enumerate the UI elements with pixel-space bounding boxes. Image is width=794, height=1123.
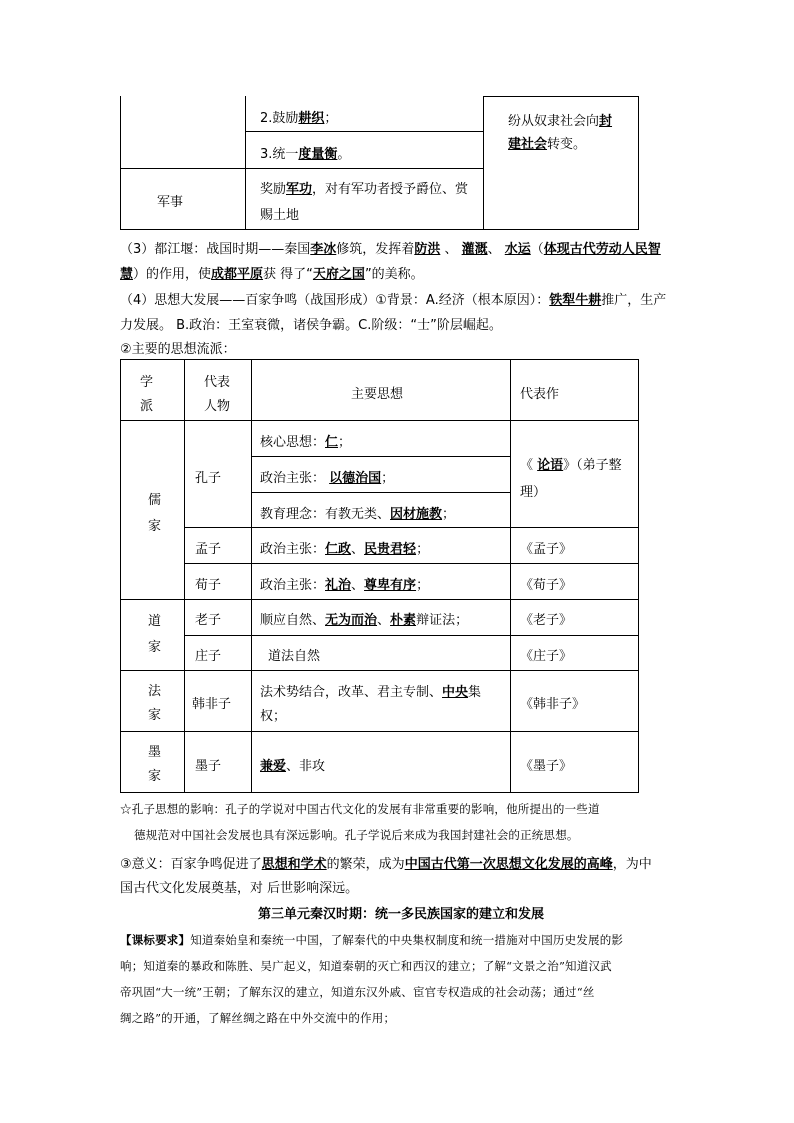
- curriculum-label: 【课标要求】: [120, 933, 191, 947]
- curriculum-line1: 【课标要求】知道秦始皇和秦统一中国，了解秦代的中央集权制度和统一措施对中国历史发展的影: [120, 933, 624, 947]
- xunzi-work: 《荀子》: [520, 578, 573, 593]
- kongzi-note-line1: ☆孔子思想的影响：孔子的学说对中国古代文化的发展有非常重要的影响，他所提出的一些道: [120, 802, 600, 816]
- kongzi-work-line1: 《 论语》（弟子整: [520, 458, 622, 473]
- header-school: 学 派: [140, 375, 154, 414]
- school-mohist: 墨 家: [148, 745, 162, 784]
- kongzi-work-line2: 理）: [520, 485, 547, 500]
- military-line1: 奖励军功，对有军功者授予爵位、赏: [260, 182, 469, 197]
- header-idea: 主要思想: [351, 387, 404, 402]
- person-laozi: 老子: [195, 613, 222, 628]
- zhuangzi-idea: 道法自然: [268, 649, 321, 664]
- dujiangyan-line1: （3）都江堰：战国时期——秦国李冰修筑，发挥着防洪 、 灌溉、 水运（体现古代劳动人民智: [120, 242, 661, 257]
- person-mozi: 墨子: [195, 759, 222, 774]
- social-change-line2: 建社会转变。: [508, 137, 587, 152]
- kongzi-note-line2: 德规范对中国社会发展也具有深远影响。孔子学说后来成为我国封建社会的正统思想。: [134, 828, 579, 842]
- significance-line2: 国古代文化发展奠基，对 后世影响深远。: [120, 881, 359, 896]
- school-legalist: 法 家: [148, 684, 162, 723]
- mengzi-work: 《孟子》: [520, 542, 573, 557]
- hundred-schools-line1: （4）思想大发展——百家争鸣（战国形成）①背景：A.经济（根本原因）：铁犁牛耕推广，生产: [120, 293, 667, 308]
- schools-title: ②主要的思想流派：: [120, 342, 236, 357]
- laozi-work: 《老子》: [520, 613, 573, 628]
- unit-title: 第三单元秦汉时期：统一多民族国家的建立和发展: [258, 907, 545, 922]
- person-kongzi: 孔子: [195, 471, 222, 486]
- curriculum-line2: 响；知道秦的暴政和陈胜、吴广起义，知道秦朝的灭亡和西汉的建立；了解“文景之治”知道汉武: [120, 959, 612, 973]
- hundred-schools-line2: 力发展。 B.政治：王室衰微，诸侯争霸。C.阶级：“士”阶层崛起。: [120, 318, 502, 333]
- curriculum-line4: 绸之路”的开通，了解丝绸之路在中外交流中的作用；: [120, 1011, 396, 1025]
- hanfeizi-work: 《韩非子》: [520, 697, 586, 712]
- school-confucian: 儒 家: [148, 493, 162, 534]
- mozi-work: 《墨子》: [520, 759, 573, 774]
- econ-item-2: 2.鼓励耕织；: [260, 111, 338, 126]
- dujiangyan-line2: 慧）的作用，使成都平原获 得了“天府之国”的美称。: [120, 267, 424, 282]
- military-line2: 赐土地: [260, 208, 300, 223]
- person-xunzi: 荀子: [195, 578, 222, 593]
- hanfeizi-idea-line1: 法术势结合，改革、君主专制、中央集: [260, 685, 482, 700]
- military-label: 军事: [157, 195, 184, 210]
- econ-item-3: 3.统一度量衡。: [260, 147, 351, 162]
- kongzi-core-idea: 核心思想：仁；: [260, 435, 352, 450]
- curriculum-line3: 帝巩固“大一统”王朝；了解东汉的建立，知道东汉外戚、宦官专权造成的社会动荡；通过“丝: [120, 985, 595, 999]
- person-zhuangzi: 庄子: [195, 649, 222, 664]
- header-person: 代表 人物: [204, 375, 231, 414]
- hanfeizi-idea-line2: 权；: [260, 709, 287, 724]
- kongzi-politics: 政治主张： 以德治国；: [260, 471, 395, 486]
- mengzi-idea: 政治主张：仁政、民贵君轻；: [260, 542, 430, 557]
- kongzi-education: 教育理念：有教无类、因材施教；: [260, 507, 456, 522]
- header-work: 代表作: [520, 387, 560, 402]
- school-taoist: 道 家: [148, 614, 162, 655]
- significance-line1: ③意义：百家争鸣促进了思想和学术的繁荣，成为中国古代第一次思想文化发展的高峰，为中: [120, 857, 652, 872]
- laozi-idea: 顺应自然、无为而治、朴素辩证法；: [260, 613, 469, 628]
- mozi-idea: 兼爱、非攻: [260, 759, 326, 774]
- xunzi-idea: 政治主张：礼治、尊卑有序；: [260, 578, 430, 593]
- person-hanfeizi: 韩非子: [192, 697, 232, 712]
- person-mengzi: 孟子: [195, 542, 222, 557]
- zhuangzi-work: 《庄子》: [520, 649, 573, 664]
- social-change-line1: 纷从奴隶社会向封: [508, 114, 613, 129]
